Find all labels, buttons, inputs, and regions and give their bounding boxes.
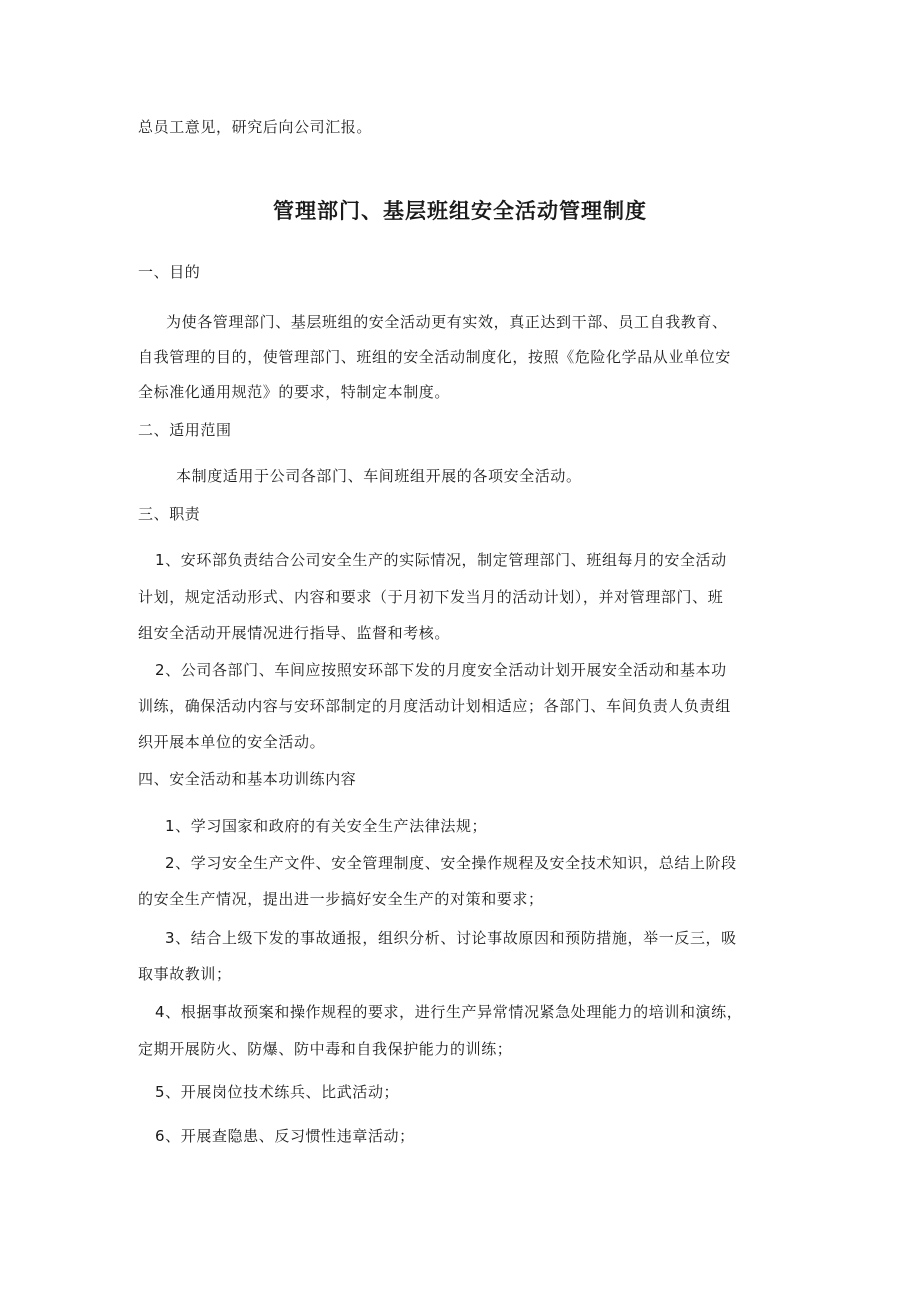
paragraph-line: 训练，确保活动内容与安环部制定的月度活动计划相适应；各部门、车间负责人负责组 xyxy=(138,697,731,715)
paragraph-line: 本制度适用于公司各部门、车间班组开展的各项安全活动。 xyxy=(176,467,582,485)
paragraph-line: 计划，规定活动形式、内容和要求（于月初下发当月的活动计划），并对管理部门、班 xyxy=(138,588,724,606)
paragraph-line: 为使各管理部门、基层班组的安全活动更有实效，真正达到干部、员工自我教育、 xyxy=(166,313,728,331)
paragraph-line: 织开展本单位的安全活动。 xyxy=(138,733,326,751)
list-item-continuation: 定期开展防火、防爆、防中毒和自我保护能力的训练； xyxy=(138,1040,513,1058)
paragraph-line: 自我管理的目的，使管理部门、班组的安全活动制度化，按照《危险化学品从业单位安 xyxy=(138,348,731,366)
paragraph-line: 组安全活动开展情况进行指导、监督和考核。 xyxy=(138,624,451,642)
document-title: 管理部门、基层班组安全活动管理制度 xyxy=(273,199,647,223)
paragraph-line: 1、安环部负责结合公司安全生产的实际情况，制定管理部门、班组每月的安全活动 xyxy=(155,551,727,569)
section-heading-scope: 二、适用范围 xyxy=(138,421,232,439)
list-item-continuation: 取事故教训； xyxy=(138,965,232,983)
section-heading-content: 四、安全活动和基本功训练内容 xyxy=(138,770,357,788)
list-item: 1、学习国家和政府的有关安全生产法律法规； xyxy=(165,817,488,835)
lead-line: 总员工意见，研究后向公司汇报。 xyxy=(138,118,373,136)
list-item: 5、开展岗位技术练兵、比武活动； xyxy=(155,1083,400,1101)
list-item-continuation: 的安全生产情况，提出进一步搞好安全生产的对策和要求； xyxy=(138,890,544,908)
section-heading-purpose: 一、目的 xyxy=(138,263,201,281)
list-item: 6、开展查隐患、反习惯性违章活动； xyxy=(155,1127,415,1145)
list-item: 3、结合上级下发的事故通报，组织分析、讨论事故原因和预防措施，举一反三，吸 xyxy=(165,929,737,947)
paragraph-line: 2、公司各部门、车间应按照安环部下发的月度安全活动计划开展安全活动和基本功 xyxy=(155,661,727,679)
list-item: 4、根据事故预案和操作规程的要求，进行生产异常情况紧急处理能力的培训和演练， xyxy=(155,1003,743,1021)
list-item: 2、学习安全生产文件、安全管理制度、安全操作规程及安全技术知识，总结上阶段 xyxy=(165,854,737,872)
paragraph-line: 全标准化通用规范》的要求，特制定本制度。 xyxy=(138,383,451,401)
section-heading-duties: 三、职责 xyxy=(138,505,201,523)
